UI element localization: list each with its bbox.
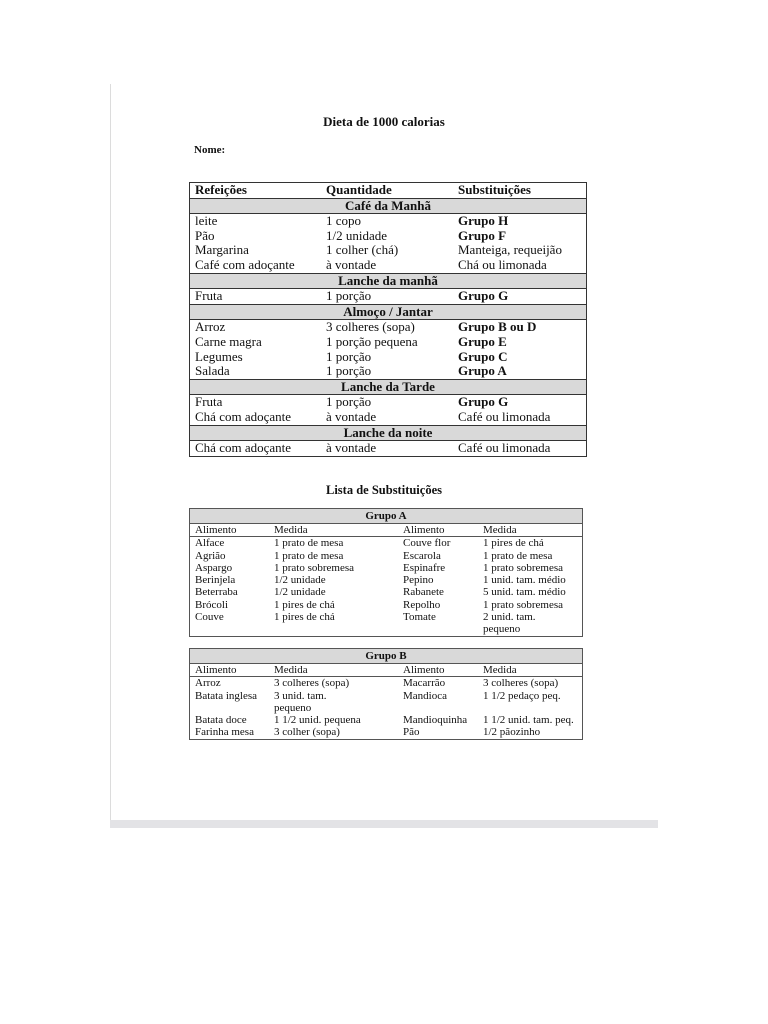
meal-substitution: Café ou limonada (458, 408, 551, 424)
food-name: Beterraba (195, 586, 238, 599)
meal-quantity: 3 colheres (sopa) (326, 319, 415, 335)
meal-item: Fruta (195, 394, 223, 410)
meal-quantity: 1 porção pequena (326, 333, 418, 349)
food-name: Arroz (195, 677, 221, 690)
meal-section-row (190, 304, 587, 320)
meal-section-row (190, 273, 587, 289)
food-measure: 1 prato sobremesa (483, 598, 564, 611)
food-name: Batata inglesa (195, 689, 258, 702)
food-measure: 1/2 unidade (274, 574, 326, 587)
table-row (190, 410, 587, 425)
group-header-row (190, 509, 583, 524)
column-header: Alimento (190, 664, 270, 677)
meal-section-title: Café da Manhã (190, 198, 587, 214)
meal-substitution: Manteiga, requeijão (458, 242, 562, 258)
column-header: Medida (478, 524, 583, 537)
meal-section-row (190, 379, 587, 395)
column-header: Refeições (190, 183, 322, 199)
food-name: Couve (195, 611, 224, 624)
meal-substitution: Chá ou limonada (458, 256, 547, 272)
food-measure: 2 unid. tam. pequeno (483, 611, 536, 636)
table-row (190, 364, 587, 379)
food-measure: 1/2 unidade (274, 586, 326, 599)
table-row (190, 214, 587, 229)
food-measure: 1 1/2 pedaço peq. (483, 689, 561, 702)
table-row (190, 550, 583, 562)
meal-item: Arroz (195, 319, 226, 335)
group-title: Grupo B (190, 649, 583, 664)
meal-section-title: Lanche da noite (190, 425, 587, 441)
table-row (190, 562, 583, 574)
meal-item: Chá com adoçante (195, 440, 292, 456)
food-measure: 1 pires de chá (274, 598, 335, 611)
meal-section-row (190, 425, 587, 441)
food-name: Pepino (403, 574, 434, 587)
meal-item: Café com adoçante (195, 256, 295, 272)
table-row (190, 350, 587, 365)
table-row (190, 586, 583, 598)
meal-quantity: à vontade (326, 408, 377, 424)
food-name: Farinha mesa (195, 726, 254, 739)
meal-substitution: Grupo F (458, 227, 507, 243)
table-row (190, 441, 587, 457)
column-header: Alimento (398, 524, 478, 537)
meal-substitution: Grupo H (458, 213, 509, 229)
food-name: Brócoli (195, 598, 228, 611)
food-name: Macarrão (403, 677, 446, 690)
food-name: Escarola (403, 549, 441, 562)
table-row (190, 320, 587, 335)
meal-substitution: Café ou limonada (458, 440, 551, 456)
name-label: Nome: (194, 144, 226, 156)
food-name: Batata doce (195, 714, 247, 727)
table-row (190, 229, 587, 244)
meal-substitution: Grupo A (458, 363, 507, 379)
food-name: Tomate (403, 611, 436, 624)
food-measure: 1 pires de chá (274, 611, 335, 624)
meal-section-title: Lanche da Tarde (190, 379, 587, 395)
column-header: Alimento (190, 524, 270, 537)
meal-quantity: à vontade (326, 256, 377, 272)
meal-substitution: Grupo G (458, 288, 509, 304)
table-row (190, 714, 583, 726)
table-row (190, 726, 583, 739)
table-row (190, 599, 583, 611)
meal-item: Margarina (195, 242, 249, 258)
food-name: Espinafre (403, 561, 446, 574)
meal-quantity: 1 porção (326, 394, 372, 410)
meal-item: Chá com adoçante (195, 408, 292, 424)
food-measure: 3 colheres (sopa) (274, 677, 350, 690)
meal-quantity: 1 porção (326, 363, 372, 379)
table-row (190, 677, 583, 690)
food-name: Mandioca (403, 689, 447, 702)
page-shadow (110, 820, 658, 828)
food-name: Mandioquinha (403, 714, 468, 727)
food-name: Couve flor (403, 537, 451, 550)
food-measure: 3 colher (sopa) (274, 726, 340, 739)
food-name: Berinjela (195, 574, 236, 587)
food-measure: 1 prato de mesa (483, 549, 553, 562)
food-measure: 1 1/2 unid. pequena (274, 714, 361, 727)
table-row (190, 289, 587, 305)
table-row (190, 335, 587, 350)
table-row (190, 243, 587, 258)
meal-item: Salada (195, 363, 230, 379)
meal-item: Legumes (195, 348, 243, 364)
meal-quantity: 1 copo (326, 213, 362, 229)
meal-substitution: Grupo E (458, 333, 507, 349)
column-header: Medida (478, 664, 583, 677)
food-name: Alface (195, 537, 225, 550)
table-row (190, 537, 583, 550)
meal-quantity: 1 porção (326, 348, 372, 364)
diet-header-row (190, 183, 587, 199)
meal-item: leite (195, 213, 218, 229)
meal-substitution: Grupo G (458, 394, 509, 410)
column-header: Medida (269, 664, 398, 677)
group-b-table (189, 648, 583, 740)
meal-section-row (190, 198, 587, 214)
food-measure: 1 unid. tam. médio (483, 574, 566, 587)
table-row (190, 611, 583, 636)
food-name: Pão (403, 726, 420, 739)
group-a-table (189, 508, 583, 637)
food-measure: 1 prato de mesa (274, 537, 344, 550)
food-name: Aspargo (195, 561, 233, 574)
column-header: Medida (269, 524, 398, 537)
meal-quantity: 1 porção (326, 288, 372, 304)
food-measure: 5 unid. tam. médio (483, 586, 566, 599)
meal-substitution: Grupo C (458, 348, 508, 364)
meal-substitution: Grupo B ou D (458, 319, 537, 335)
food-name: Repolho (403, 598, 441, 611)
group-title: Grupo A (190, 509, 583, 524)
food-measure: 3 colheres (sopa) (483, 677, 559, 690)
substitution-list-title: Lista de Substituições (326, 483, 442, 497)
meal-quantity: 1/2 unidade (326, 227, 388, 243)
meal-quantity: à vontade (326, 440, 377, 456)
meal-item: Fruta (195, 288, 223, 304)
food-measure: 1 1/2 unid. tam. peq. (483, 714, 574, 727)
table-row (190, 574, 583, 586)
meal-section-title: Almoço / Jantar (190, 304, 587, 320)
table-row (190, 395, 587, 410)
food-name: Rabanete (403, 586, 444, 599)
meal-section-title: Lanche da manhã (190, 273, 587, 289)
group-header-row (190, 649, 583, 664)
food-measure: 1/2 pãozinho (483, 726, 541, 739)
table-row (190, 690, 583, 715)
group-columns-row (190, 664, 583, 677)
column-header: Substituições (453, 183, 587, 199)
document-title: Dieta de 1000 calorias (323, 114, 445, 129)
table-row (190, 258, 587, 273)
column-header: Quantidade (321, 183, 453, 199)
food-name: Agrião (195, 549, 226, 562)
food-measure: 3 unid. tam. pequeno (274, 689, 327, 714)
group-columns-row (190, 524, 583, 537)
food-measure: 1 prato sobremesa (483, 561, 564, 574)
diet-table (189, 182, 587, 457)
meal-item: Pão (195, 227, 215, 243)
column-header: Alimento (398, 664, 478, 677)
food-measure: 1 prato sobremesa (274, 561, 355, 574)
food-measure: 1 pires de chá (483, 537, 544, 550)
meal-item: Carne magra (195, 333, 262, 349)
food-measure: 1 prato de mesa (274, 549, 344, 562)
meal-quantity: 1 colher (chá) (326, 242, 399, 258)
